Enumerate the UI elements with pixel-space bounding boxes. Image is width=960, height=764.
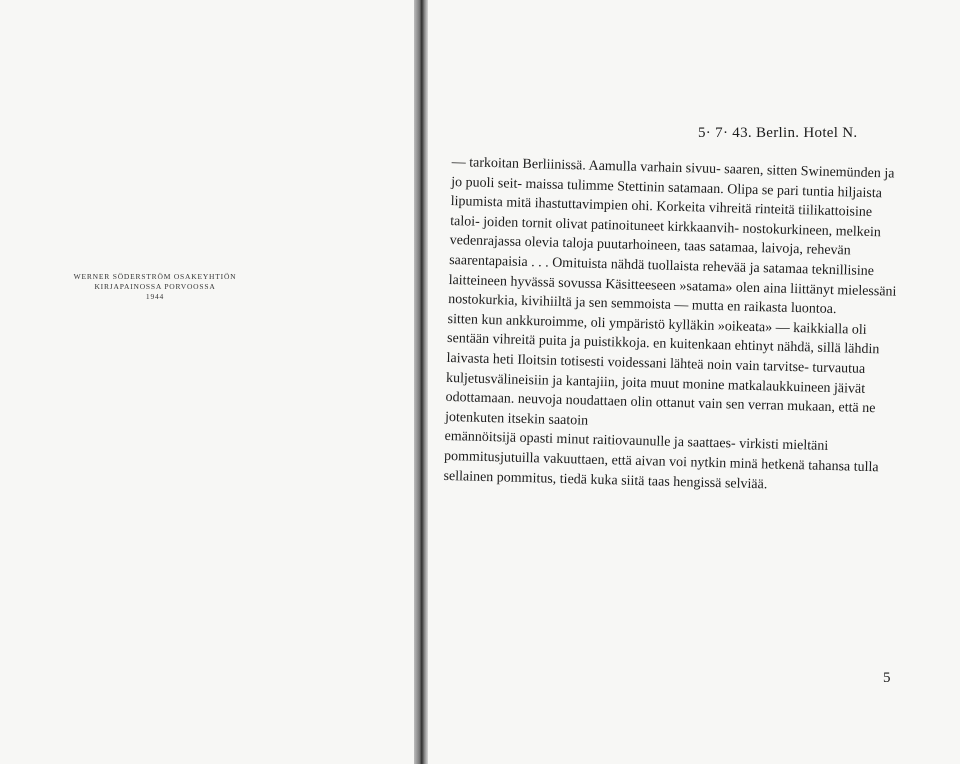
paragraph-2: sitten kun ankkuroimme, oli ympäristö kylläkin »oikeata» — kaikkialla oli sentään vihreitä puita ja puistikkoja. en kuitenkaan ehtinyt nähdä, sillä lähdin laivasta heti Iloitsin totisesti voidessani lähteä noin vain tarvitse- turvautua kuljetusvälineisiin ja kantajiin, joita muut monine matkalaukkuineen jäivät odottamaan. neuvoja noudattaen olin ottanut vain sen verran mukaan, että ne jotenkuten itsekin saatoin	[444, 311, 880, 429]
imprint-year: 1944	[145, 292, 165, 301]
diary-body-text	[443, 153, 904, 498]
paragraph-1: — tarkoitan Berliinissä. Aamulla varhain sivuu- saaren, sitten Swinemünden ja jo puoli seit- maissa tulimme Stettinin satamaan. Olipa se pari tuntia hiljaista lipumista mitä ihastuttavimpien ohi. Korkeita vihreitä rinteitä tiilikattoisine taloi- joiden tornit olivat patinoituneet kirkkaanvih- nostokurkineen, melkein vedenrajassa olevia taloja puutarhoineen, taas satamaa, laivoja, rehevän saarentapaisia . . . Omituista nähdä tuollaista rehevää ja satamaa teknillisine laitteineen hyvässä sovussa Käsitteeseen »satama» olen aina liittänyt mielessäni nostokurkia, kivihiiltä ja sen semmoista — mutta en raikasta luontoa.	[447, 154, 897, 318]
diary-dateline: 5· 7· 43. Berlin. Hotel N.	[698, 125, 858, 141]
printer-imprint	[30, 272, 280, 302]
page-number: 5	[883, 670, 891, 686]
left-page	[0, 0, 414, 764]
imprint-line-2: KIRJAPAINOSSA PORVOOSSA	[94, 282, 216, 291]
imprint-line-1: WERNER SÖDERSTRÖM OSAKEYHTIÖN	[73, 272, 237, 281]
book-spine-gutter	[414, 0, 428, 764]
paragraph-3: emännöitsijä opasti minut raitiovaunulle ja saattaes- virkisti mieltäni pommitusjutuilla vakuuttaen, että aivan voi nytkin minä hetkenä tahansa tulla sellainen pommitus, tiedä kuka siitä taas hengissä selviää.	[443, 429, 879, 492]
